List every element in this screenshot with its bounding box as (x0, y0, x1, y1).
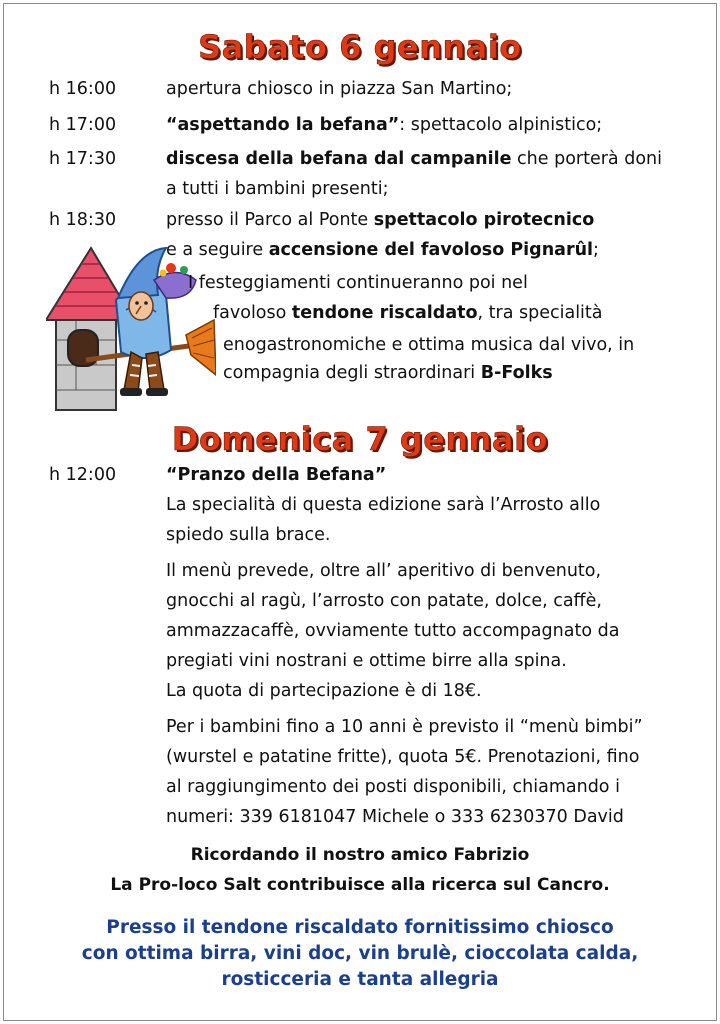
event-1600: apertura chiosco in piazza San Martino; (166, 79, 513, 99)
sunday-heading: Domenica 7 gennaio (171, 420, 549, 458)
event-1700: “aspettando la befana”: spettacolo alpinistico; (166, 115, 603, 135)
memorial-line-1: Ricordando il nostro amico Fabrizio (190, 845, 530, 865)
memorial-line-2: La Pro-loco Salt contribuisce alla ricerca sul Cancro. (110, 875, 610, 895)
time-1200: h 12:00 (49, 465, 117, 485)
time-1600: h 16:00 (49, 79, 117, 99)
event-1730: discesa della befana dal campanile che porterà doni a tutti i bambini presenti; (166, 149, 662, 199)
time-1700: h 17:00 (49, 115, 117, 135)
saturday-heading: Sabato 6 gennaio (198, 28, 522, 66)
event-1830: presso il Parco al Ponte spettacolo pirotecnico e a seguire accensione del favoloso Pignarûl; (166, 210, 599, 260)
time-1830: h 18:30 (49, 210, 117, 230)
event-1200: “Pranzo della Befana” La specialità di questa edizione sarà l’Arrosto allo spiedo sulla brace. Il menù prevede, oltre all’ aperitivo di benvenuto, gnocchi al ragù, l’arrosto con patate, dolce, caffè, ammazzacaffè, ovviamente tutto accompagnato da pregiati vini nostrani e ottime birre alla spina. La quota di partecipazione è di 18€. Per i bambini fino a 10 anni è previsto il “menù bimbi” (wurstel e patatine fritte), quota 5€. Prenotazioni, fino al raggiungimento dei posti disponibili, chiamando i numeri: 339 6181047 Michele o 333 6230370 David (166, 465, 643, 827)
time-1730: h 17:30 (49, 149, 117, 169)
befana-on-broom-icon (46, 240, 216, 415)
